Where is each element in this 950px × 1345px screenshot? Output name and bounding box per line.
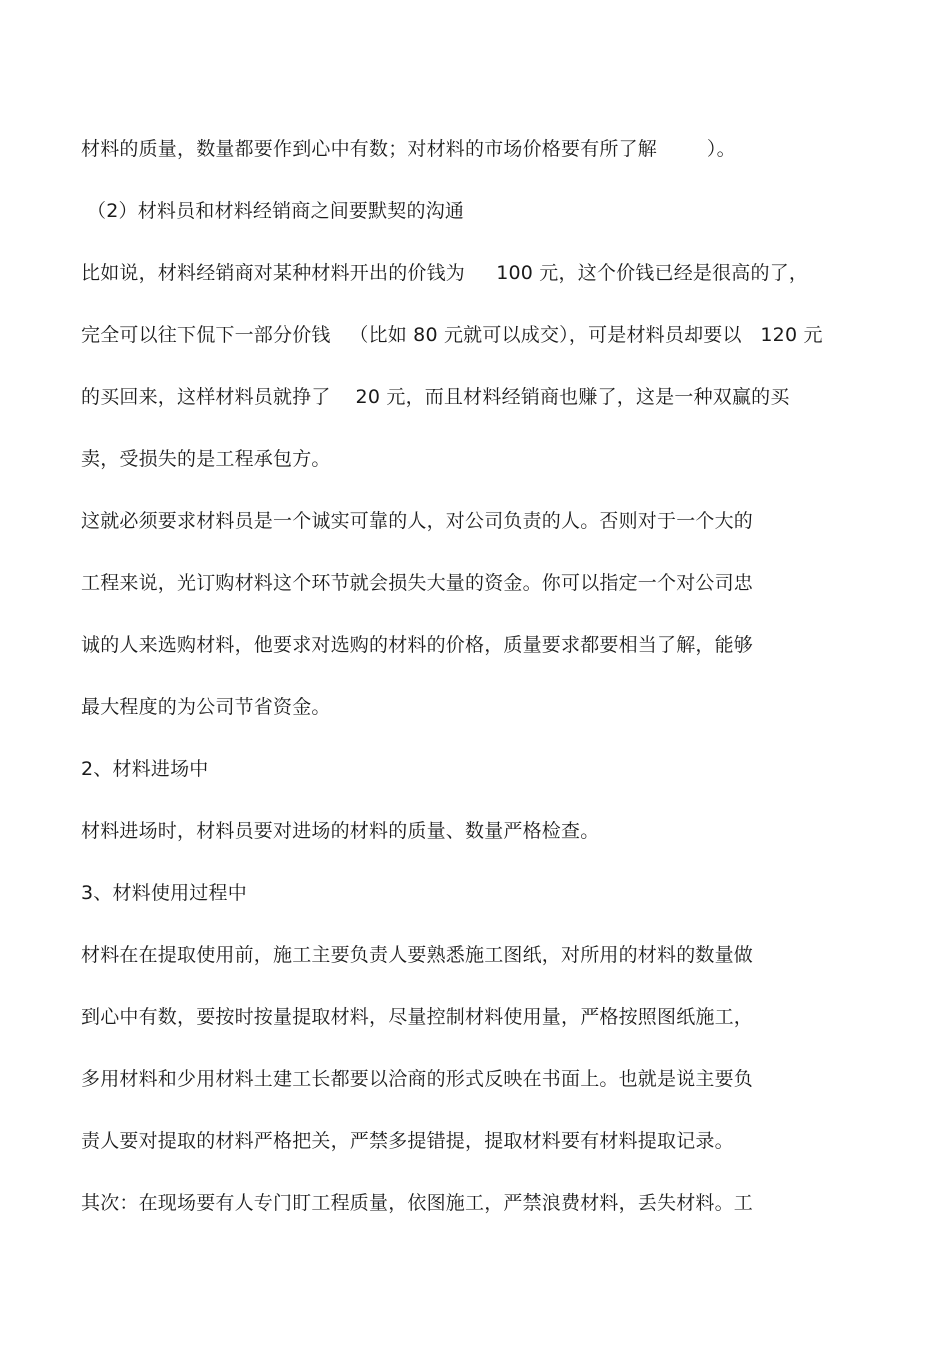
text-line-16: 多用材料和少用材料土建工长都要以洽商的形式反映在书面上。也就是说主要负 bbox=[81, 1068, 754, 1090]
text-line-18: 其次：在现场要有人专门盯工程质量，依图施工，严禁浪费材料，丢失材料。工 bbox=[81, 1192, 754, 1214]
text-line-3: 比如说，材料经销商对某种材料开出的价钱为 100 元，这个价钱已经是很高的了， bbox=[81, 262, 809, 284]
section-heading-3: 3、材料使用过程中 bbox=[81, 882, 247, 904]
text-line-14: 材料在在提取使用前，施工主要负责人要熟悉施工图纸，对所用的材料的数量做 bbox=[81, 944, 754, 966]
text-line-8: 工程来说，光订购材料这个环节就会损失大量的资金。你可以指定一个对公司忠 bbox=[81, 572, 754, 594]
text-line-2: （2）材料员和材料经销商之间要默契的沟通 bbox=[87, 200, 465, 222]
text-line-7: 这就必须要求材料员是一个诚实可靠的人，对公司负责的人。否则对于一个大的 bbox=[81, 510, 754, 532]
text-line-6: 卖，受损失的是工程承包方。 bbox=[81, 448, 331, 470]
text-line-17: 责人要对提取的材料严格把关，严禁多提错提，提取材料要有材料提取记录。 bbox=[81, 1130, 734, 1152]
text-line-5: 的买回来，这样材料员就挣了 20 元，而且材料经销商也赚了，这是一种双赢的买 bbox=[81, 386, 790, 408]
text-line-15: 到心中有数，要按时按量提取材料，尽量控制材料使用量，严格按照图纸施工， bbox=[81, 1006, 754, 1028]
text-line-10: 最大程度的为公司节省资金。 bbox=[81, 696, 331, 718]
text-line-9: 诚的人来选购材料，他要求对选购的材料的价格，质量要求都要相当了解，能够 bbox=[81, 634, 754, 656]
text-line-4: 完全可以往下侃下一部分价钱 （比如 80 元就可以成交），可是材料员却要以 120 元 bbox=[81, 324, 823, 346]
text-line-1: 材料的质量，数量都要作到心中有数；对材料的市场价格要有所了解 ）。 bbox=[81, 138, 736, 160]
text-line-12: 材料进场时，材料员要对进场的材料的质量、数量严格检查。 bbox=[81, 820, 600, 842]
section-heading-2: 2、材料进场中 bbox=[81, 758, 209, 780]
